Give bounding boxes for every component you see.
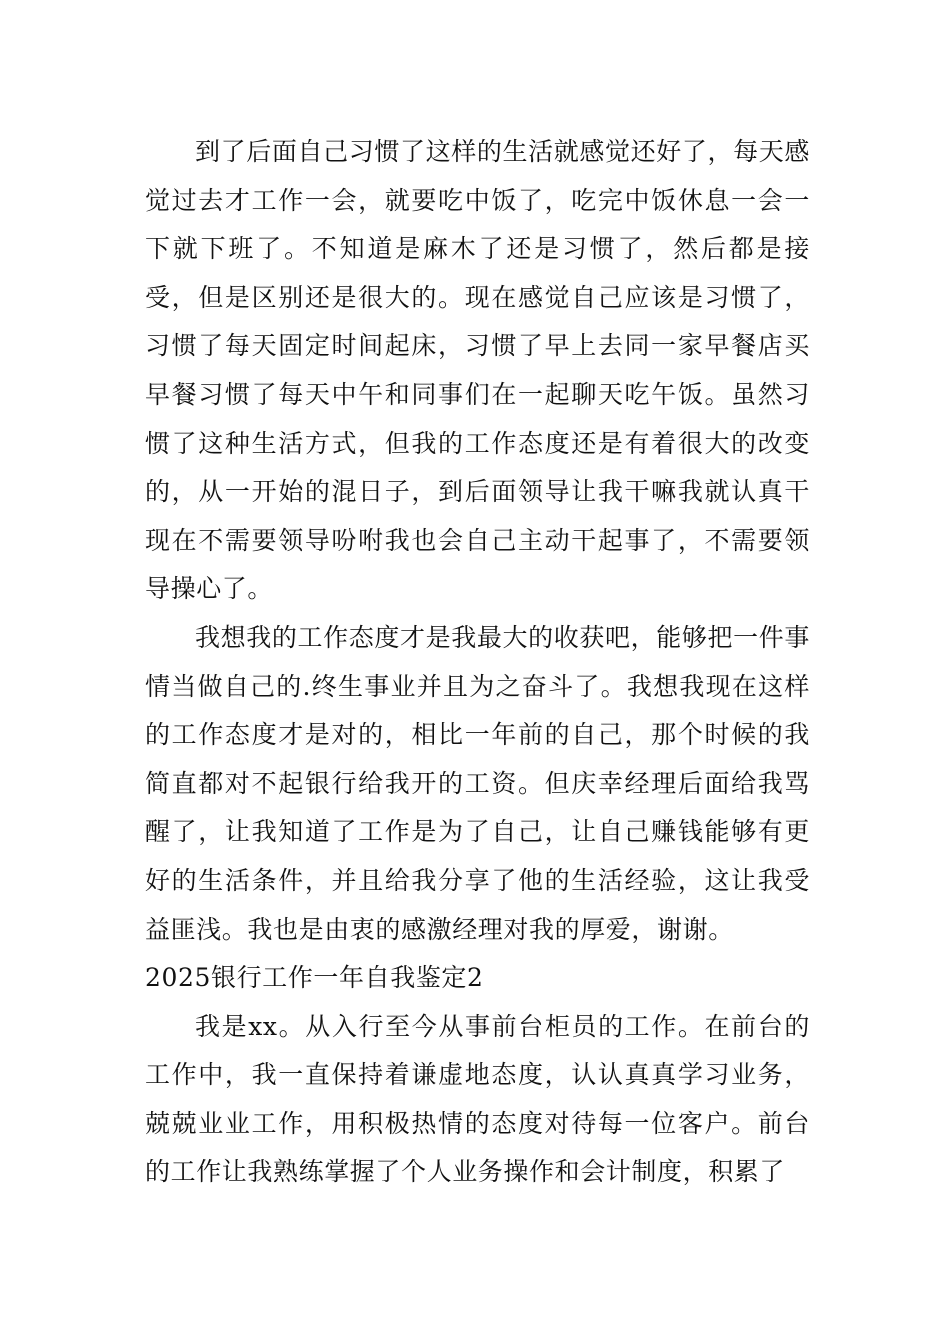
paragraph-3: 我是xx。从入行至今从事前台柜员的工作。在前台的工作中，我一直保持着谦虚地态度，认认真真学习业务，兢兢业业工作，用积极热情的态度对待每一位客户。前台的工作让我熟练掌握了个人业务操作和会计制度，积累了 <box>145 1011 810 1187</box>
paragraph-1: 到了后面自己习惯了这样的生活就感觉还好了，每天感觉过去才工作一会，就要吃中饭了，吃完中饭休息一会一下就下班了。不知道是麻木了还是习惯了，然后都是接受，但是区别还是很大的。现在感觉自己应该是习惯了，习惯了每天固定时间起床，习惯了早上去同一家早餐店买早餐习惯了每天中午和同事们在一起聊天吃午饭。虽然习惯了这种生活方式，但我的工作态度还是有着很大的改变的，从一开始的混日子，到后面领导让我干嘛我就认真干现在不需要领导吩咐我也会自己主动干起事了，不需要领导操心了。 <box>145 137 810 604</box>
paragraph-2: 我想我的工作态度才是我最大的收获吧，能够把一件事情当做自己的.终生事业并且为之奋斗了。我想我现在这样的工作态度才是对的，相比一年前的自己，那个时候的我简直都对不起银行给我开的工资。但庆幸经理后面给我骂醒了，让我知道了工作是为了自己，让自己赚钱能够有更好的生活条件，并且给我分享了他的生活经验，这让我受益匪浅。我也是由衷的感激经理对我的厚爱，谢谢。 <box>145 622 810 944</box>
document-body <box>145 128 810 1197</box>
section-heading: 2025银行工作一年自我鉴定2 <box>145 963 484 993</box>
